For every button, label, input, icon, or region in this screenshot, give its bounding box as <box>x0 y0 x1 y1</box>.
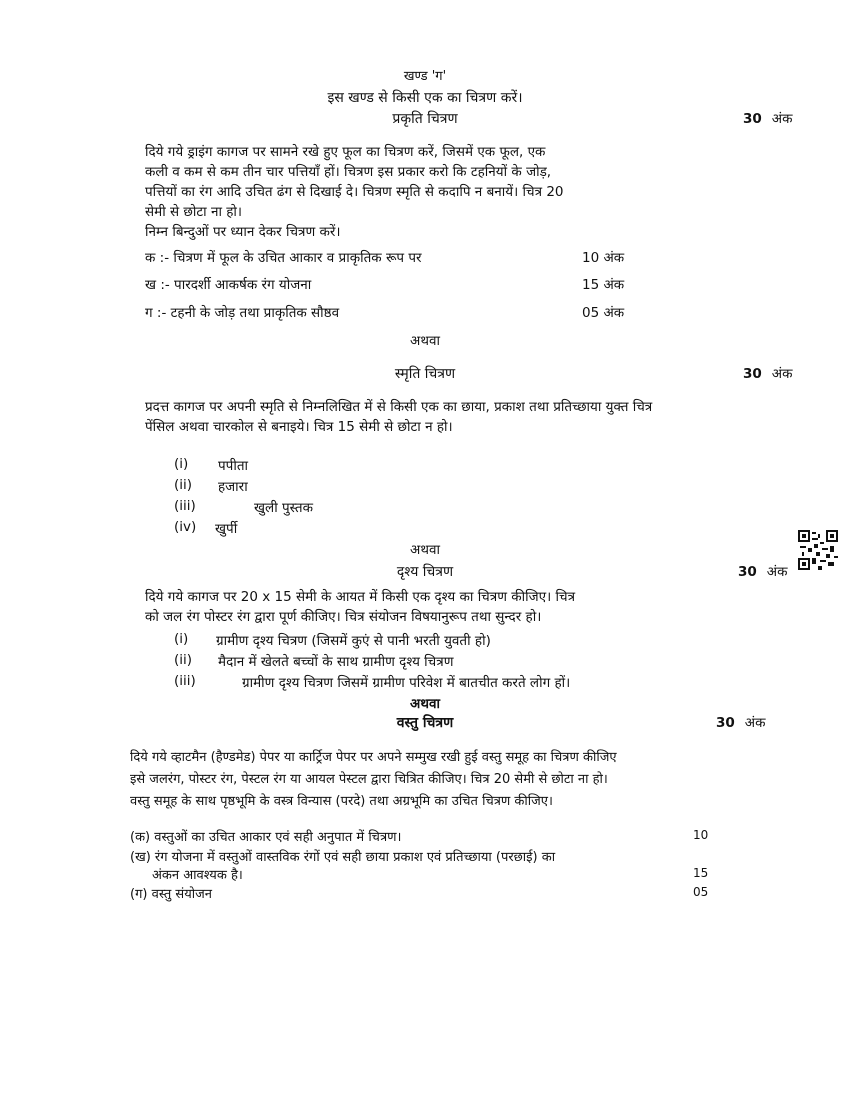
memory-marks <box>743 364 792 382</box>
nature-marks-unit: अंक <box>771 111 793 127</box>
object-title: वस्तु चित्रण <box>396 715 454 731</box>
scene-item: मैदान में खेलते बच्चों के साथ ग्रामीण दृश्य चित्रण <box>218 654 454 670</box>
object-point-marks: 05 <box>693 885 709 899</box>
memory-paragraph <box>145 397 730 437</box>
nature-marks <box>743 109 792 127</box>
nature-paragraph <box>145 142 730 242</box>
object-point: (ग) वस्तु संयोजन <box>130 887 212 902</box>
nature-point: क :- चित्रण में फूल के उचित आकार व प्राकृतिक रूप पर <box>145 250 422 266</box>
scene-para-line: को जल रंग पोस्टर रंग द्वारा पूर्ण कीजिए। चित्र संयोजन विषयानुरूप तथा सुन्दर हो। <box>145 609 542 625</box>
memory-item-num: (iv) <box>174 519 197 535</box>
object-para-line: इसे जलरंग, पोस्टर रंग, पेस्टल रंग या आयल पेस्टल द्वारा चित्रित कीजिए। चित्र 20 सेमी से छोटा ना हो। <box>130 772 608 787</box>
nature-title: प्रकृति चित्रण <box>392 111 458 127</box>
or-divider: अथवा <box>410 696 440 712</box>
nature-point-marks: 10 अंक <box>582 250 625 266</box>
object-marks-num: 30 <box>716 715 735 731</box>
object-point-marks: 10 <box>693 828 709 842</box>
nature-point-marks: 05 अंक <box>582 305 625 321</box>
scene-para-line: दिये गये कागज पर 20 x 15 सेमी के आयत में किसी एक दृश्य का चित्रण कीजिए। चित्र <box>145 589 576 605</box>
scene-item-num: (iii) <box>174 673 196 689</box>
section-title: खण्ड 'ग' <box>403 69 447 84</box>
nature-point: ख :- पारदर्शी आकर्षक रंग योजना <box>145 277 312 293</box>
object-marks <box>716 713 765 731</box>
memory-title: स्मृति चित्रण <box>394 366 456 382</box>
object-para-line: वस्तु समूह के साथ पृष्ठभूमि के वस्त्र विन्यास (परदे) तथा अग्रभूमि का उचित चित्रण कीजिए। <box>130 794 553 809</box>
scene-item: ग्रामीण दृश्य चित्रण (जिसमें कुएं से पानी भरती युवती हो) <box>216 633 491 649</box>
nature-point: ग :- टहनी के जोड़ तथा प्राकृतिक सौष्ठव <box>145 305 340 321</box>
object-marks-unit: अंक <box>744 715 766 731</box>
object-point-cont: अंकन आवश्यक है। <box>152 868 243 883</box>
nature-para-line: कली व कम से कम तीन चार पत्तियाँ हों। चित्रण इस प्रकार करो कि टहनियों के जोड़, <box>145 164 552 180</box>
object-point-marks: 15 <box>693 866 709 880</box>
memory-item-num: (i) <box>174 456 189 472</box>
memory-item: पपीता <box>218 458 249 474</box>
scene-marks <box>738 562 787 580</box>
or-divider: अथवा <box>410 333 440 349</box>
nature-marks-num: 30 <box>743 111 762 127</box>
memory-para-line: प्रदत्त कागज पर अपनी स्मृति से निम्नलिखित में से किसी एक का छाया, प्रकाश तथा प्रतिच्छाया युक्त चित्र <box>145 399 653 415</box>
memory-item: खुली पुस्तक <box>254 500 313 516</box>
memory-para-line: पेंसिल अथवा चारकोल से बनाइये। चित्र 15 सेमी से छोटा न हो। <box>145 419 453 435</box>
object-paragraph <box>130 747 770 813</box>
memory-item: हजारा <box>218 479 248 495</box>
scene-marks-unit: अंक <box>766 564 788 580</box>
scene-item: ग्रामीण दृश्य चित्रण जिसमें ग्रामीण परिवेश में बातचीत करते लोग हों। <box>242 675 571 691</box>
section-instruction: इस खण्ड से किसी एक का चित्रण करें। <box>327 90 523 106</box>
nature-para-line: पत्तियों का रंग आदि उचित ढंग से दिखाई दे। चित्रण स्मृति से कदापि न बनायें। चित्र 20 <box>145 184 564 200</box>
memory-marks-num: 30 <box>743 366 762 382</box>
object-point: (क) वस्तुओं का उचित आकार एवं सही अनुपात में चित्रण। <box>130 830 402 845</box>
object-para-line: दिये गये व्हाटमैन (हैण्डमेड) पेपर या कार्ट्रिज पेपर पर अपने सम्मुख रखी हुई वस्तु समूह का चित्रण कीजिए <box>130 750 617 765</box>
scene-item-num: (i) <box>174 631 189 647</box>
memory-marks-unit: अंक <box>771 366 793 382</box>
scene-title: दृश्य चित्रण <box>396 564 454 580</box>
scene-item-num: (ii) <box>174 652 193 668</box>
memory-item-num: (ii) <box>174 477 193 493</box>
nature-para-line: सेमी से छोटा ना हो। <box>145 204 243 220</box>
memory-item-num: (iii) <box>174 498 196 514</box>
or-divider: अथवा <box>410 542 440 558</box>
nature-point-marks: 15 अंक <box>582 277 625 293</box>
nature-para-line: दिये गये ड्राइंग कागज पर सामने रखे हुए फूल का चित्रण करें, जिसमें एक फूल, एक <box>145 144 546 160</box>
memory-item: खुर्पी <box>215 521 238 537</box>
nature-para-line: निम्न बिन्दुओं पर ध्यान देकर चित्रण करें। <box>145 224 341 240</box>
scene-marks-num: 30 <box>738 564 757 580</box>
object-point: (ख) रंग योजना में वस्तुओं वास्तविक रंगों एवं सही छाया प्रकाश एवं प्रतिच्छाया (परछाई) का <box>130 850 556 865</box>
scene-paragraph <box>145 587 725 627</box>
